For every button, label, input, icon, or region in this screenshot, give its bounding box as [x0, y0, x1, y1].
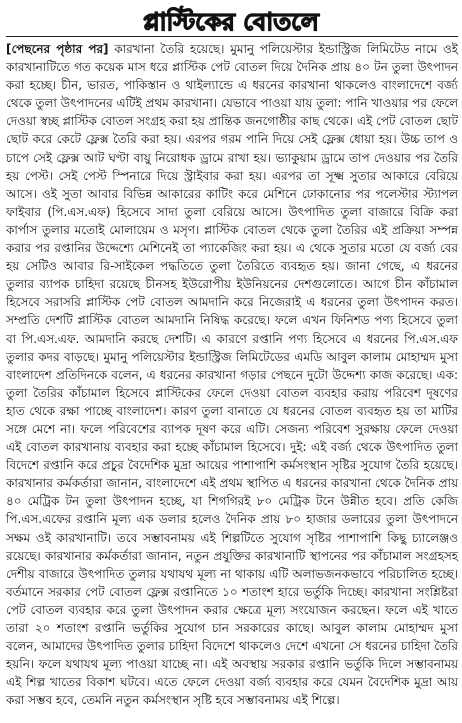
- headline-divider: [6, 36, 458, 37]
- continued-from-label: [পেছনের পৃষ্ঠার পর]: [6, 42, 109, 56]
- article-body: [6, 40, 458, 709]
- article-text: কারখানা তৈরি হয়েছে। মুমানু পলিয়েস্টার ইন্ডাস্ট্রিজ লিমিটেড নামে ওই কারখানাটিতে গত কয়েক মাস ধরে প্লাস্টিক পেট বোতল দিয়ে দৈনিক প্রায় ৪০ টন তুলা উৎপাদন করা হচ্ছে। চীন, ভারত, পাকিস্তান ও থাইল্যান্ডে এ ধরনের কারখানা থাকলেও বাংলাদেশে বর্জ্য থেকে তুলা উৎপাদনের এটিই প্রথম কারখানা। যেভাবে পাওয়া যায় তুলা: পানি খাওয়ার পর ফেলে দেওয়া স্বচ্ছ প্লাস্টিক বোতল সংগ্রহ করা হয় প্রান্তিক জনগোষ্ঠীর কাছ থেকে। এই পেট বোতল ছোট ছোট করে কেটে ফ্লেক্স তৈরি করা হয়। এরপর গরম পানি দিয়ে সেই ফ্লেক্স ধোয়া হয়। উচ্চ তাপ ও চাপে সেই ফ্লেক্স আট ঘণ্টা বায়ু নিরোধক ড্রামে রাখা হয়। ভ্যাকুয়াম ড্রামে তাপ দেওয়ার পর তৈরি হয় পেস্ট। সেই পেস্ট স্পিনারে দিয়ে স্ট্রাইবার করা হয়। এরপর তা সূক্ষ্ম সুতার আকারে বেরিয়ে আসে। ওই সুতা আবার বিভিন্ন আকারের কাটিং করে মেশিনে ঢোকানোর পর পলেস্টার স্ট্যাপল ফাইবার (পি.এস.এফ) হিসেবে সাদা তুলা বেরিয়ে আসে। উৎপাদিত তুলা বাজারে বিক্রি করা কার্পাস তুলার মতোই মোলায়েম ও মসৃণ। প্লাস্টিক বোতল থেকে তুলা তৈরির এই প্রক্রিয়া সম্পন্ন করার পর রপ্তানির উদ্দেশ্যে মেশিনেই তা প্যাকেজিং করা হয়। এ থেকে সুতার মতো যে বর্জ্য বের হয় সেটিও আবার রি-সাইকেল পদ্ধতিতে তুলা তৈরিতে ব্যবহৃত হয়। জানা গেছে, এ ধরনের তুলার ব্যাপক চাহিদা রয়েছে চীনসহ ইউরোপীয় ইউনিয়নের দেশগুলোতে। আগে চীন কাঁচামাল হিসেবে সরাসরি প্লাস্টিক পেট বোতল আমদানি করে নিজেরাই এ ধরনের তুলা উৎপাদন করত। সম্প্রতি দেশটি প্লাস্টিক বোতল আমদানি নিষিদ্ধ করেছে। ফলে এখন ফিনিশড পণ্য হিসেবে তুলা বা পি.এস.এফ. আমদানি করছে দেশটি। এ কারণে রপ্তানি পণ্য হিসেবে এ ধরনের পি.এস.এফ তুলার কদর বাড়ছে। মুমানু পলিয়েস্টার ইন্ডাস্ট্রিজ লিমিটেডের এমডি আবুল কালাম মোহাম্মদ মুসা বাংলাদেশ প্রতিদিনকে বলেন, এ ধরনের কারখানা গড়ার পেছনে দুটো উদ্দেশ্য কাজ করেছে। এক: তুলা তৈরির কাঁচামাল হিসেবে প্লাস্টিকের ফেলে দেওয়া বোতল ব্যবহার করায় পরিবেশ দূষণের হাত থেকে রক্ষা পাচ্ছে বাংলাদেশ। কারণ তুলা বানাতে যে ধরনের বোতল ব্যবহৃত হয় তা মাটির সঙ্গে মেশে না। ফলে পরিবেশের ব্যাপক দূষণ করে এটি। সেজন্য পরিবেশ সুরক্ষায় ফেলে দেওয়া এই বোতল কারখানায় ব্যবহার করা হচ্ছে কাঁচামাল হিসেবে। দুই: এই বর্জ্য থেকে উৎপাদিত তুলা বিদেশে রপ্তানি করে প্রচুর বৈদেশিক মুদ্রা আয়ের পাশাপাশি কর্মসংস্থান সৃষ্টির সুযোগ তৈরি হয়েছে। কারখানার কর্মকর্তারা জানান, বাংলাদেশে এই প্রথম স্থাপিত এ ধরনের কারখানা থেকে দৈনিক প্রায় ৪০ মেট্রিক টন তুলা উৎপাদন হচ্ছে, যা শিগগিরই ৮০ মেট্রিক টনে উন্নীত হবে। প্রতি কেজি পি.এস.এফের রপ্তানি মূল্য এক ডলার হলেও দৈনিক প্রায় ৮০ হাজার ডলারের তুলা উৎপাদনে সক্ষম ওই কারখানাটি। তবে সম্ভাবনাময় এই শিল্পটিতে সুযোগ সৃষ্টির পাশাপাশি কিছু চ্যালেঞ্জও রয়েছে। কারখানার কর্মকর্তারা জানান, নতুন প্রযুক্তির কারখানাটি স্থাপনের পর কাঁচামাল সংগ্রহসহ দেশীয় বাজারে উৎপাদিত তুলার যথাযথ মূল্য না থাকায় এটি অলাভজনকভাবে পরিচালিত হচ্ছে। বর্তমানে সরকার পেট বোতল ফ্লেক্স রপ্তানিতে ১০ শতাংশ হারে ভর্তুকি দিচ্ছে। কারখানা সংশ্লিষ্টরা পেট বোতল ব্যবহার করে তুলা উৎপাদন করার ক্ষেত্রে মূল্য সংযোজন করছেন। ফলে এই খাতে তারা ২০ শতাংশ রপ্তানি ভর্তুকির সুযোগ চান সরকারের কাছে। আবুল কালাম মোহাম্মদ মুসা বলেন, আমাদের উৎপাদিত তুলার চাহিদা বিদেশে থাকলেও দেশে এখনো সে ধরনের চাহিদা তৈরি হয়নি। ফলে যথাযথ মূল্য পাওয়া যাচ্ছে না। এই অবস্থায় সরকার রপ্তানি ভর্তুকি দিলে সম্ভাবনাময় এই শিল্প খাতের বিকাশ ঘটবে। এতে ফেলে দেওয়া বর্জ্য ব্যবহার করে যেমন বৈদেশিক মুদ্রা আয় করা সম্ভব হবে, তেমনি নতুন কর্মসংস্থান সৃষ্টি হবে সম্ভাবনাময় এই শিল্পে।: [6, 42, 458, 708]
- headline: প্লাস্টিকের বোতলে: [143, 8, 319, 36]
- headline-container: [0, 4, 462, 44]
